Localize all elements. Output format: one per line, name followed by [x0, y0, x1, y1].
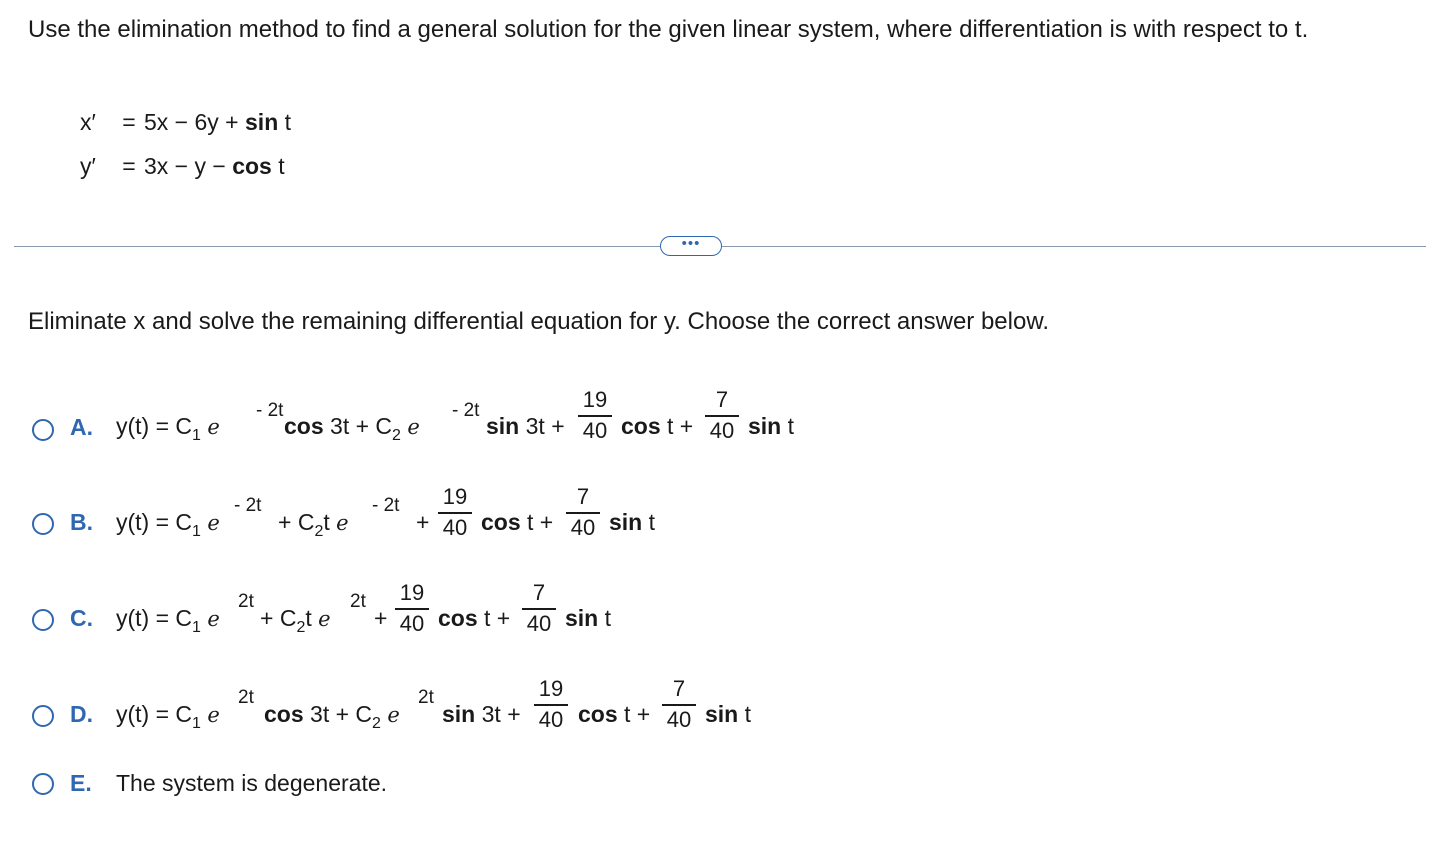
option-c-term1: + $C_2t$ e	[260, 605, 331, 636]
option-d-lhs: $y(t) = C_1$ e	[116, 701, 220, 732]
radio-button-c[interactable]	[32, 609, 54, 631]
option-letter: B.	[70, 509, 93, 535]
exponent: - 2t	[452, 400, 480, 421]
exponent: 2t	[238, 591, 254, 612]
option-a-term4: sin t	[748, 413, 795, 439]
fraction: 7 40	[522, 581, 556, 636]
exponent: 2t	[418, 687, 434, 708]
fraction: 19 40	[395, 581, 429, 636]
exponent: - 2t	[234, 495, 262, 516]
option-c-term3: sin t	[565, 605, 612, 631]
option-d-term2: sin 3t +	[442, 701, 521, 727]
option-letter: E.	[70, 770, 92, 796]
radio-button-e[interactable]	[32, 773, 54, 795]
option-a[interactable]	[32, 388, 832, 458]
show-more-button[interactable]: •••	[660, 236, 722, 256]
fraction: 7 40	[566, 485, 600, 540]
exponent: 2t	[238, 687, 254, 708]
equation-x-prime: x′ = 5x − 6y + sin t	[80, 109, 292, 135]
radio-button-b[interactable]	[32, 513, 54, 535]
question-text: Use the elimination method to find a general solution for the given linear system, where differentiation is with respect to t.	[28, 16, 1309, 43]
option-c-term2: cos t +	[438, 605, 511, 631]
plus-sign: +	[416, 509, 430, 535]
option-b-term1: + $C_2t$ e	[278, 509, 349, 540]
option-a-term3: cos t +	[621, 413, 694, 439]
option-c-lhs: $y(t) = C_1$ e	[116, 605, 220, 636]
fraction: 7 40	[662, 677, 696, 732]
option-letter: D.	[70, 701, 93, 727]
option-letter: C.	[70, 605, 93, 631]
option-d-term4: sin t	[705, 701, 752, 727]
option-a-lhs: $y(t) = C_1$ e	[116, 413, 220, 444]
fraction: 19 40	[534, 677, 568, 732]
fraction: 19 40	[438, 485, 472, 540]
option-a-term1: $\cos 3t + C_2$ e	[284, 413, 420, 444]
plus-sign: +	[374, 605, 388, 631]
instruction-text: Eliminate x and solve the remaining differential equation for y. Choose the correct answer below.	[28, 308, 1050, 335]
radio-button-a[interactable]	[32, 419, 54, 441]
option-e[interactable]	[32, 770, 452, 802]
option-b[interactable]	[32, 485, 692, 555]
option-b-term2: cos t +	[481, 509, 554, 535]
option-b-term3: sin t	[609, 509, 656, 535]
option-a-term2: sin 3t +	[486, 413, 565, 439]
option-d[interactable]	[32, 677, 792, 747]
option-b-lhs: $y(t) = C_1$ e	[116, 509, 220, 540]
option-d-term1: $\cos 3t + C_2$ e	[264, 701, 400, 732]
exponent: - 2t	[372, 495, 400, 516]
radio-button-d[interactable]	[32, 705, 54, 727]
option-d-term3: cos t +	[578, 701, 651, 727]
exponent: 2t	[350, 591, 366, 612]
option-c[interactable]	[32, 581, 652, 651]
equation-y-prime: y′ = 3x − y − cos t	[80, 153, 285, 179]
option-letter: A.	[70, 414, 93, 440]
fraction: 7 40	[705, 388, 739, 443]
option-e-text: The system is degenerate.	[116, 770, 388, 796]
exponent: - 2t	[256, 400, 284, 421]
fraction: 19 40	[578, 388, 612, 443]
